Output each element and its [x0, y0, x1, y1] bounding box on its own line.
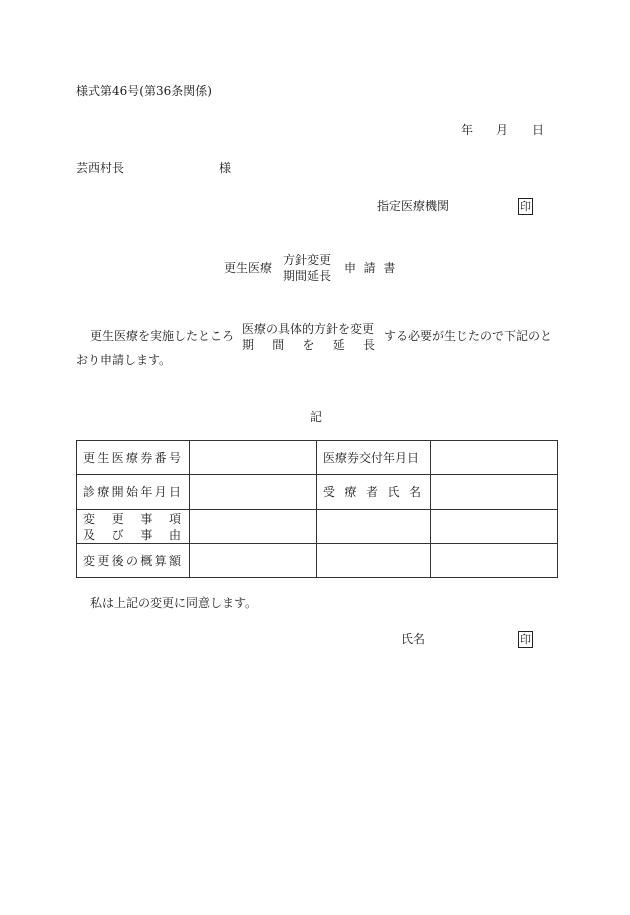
char: の	[125, 553, 138, 568]
char: 変	[83, 553, 96, 568]
title-char-sho: 書	[383, 261, 396, 275]
title-char-sei: 請	[363, 261, 376, 275]
char: 月	[154, 485, 167, 499]
title-option-period-extension: 期間延長	[283, 269, 332, 283]
char: 開	[111, 485, 124, 499]
institution-label: 指定医療機関	[377, 199, 450, 213]
body-lead: 更生医療を実施したところ	[90, 329, 235, 343]
consent-statement: 私は上記の変更に同意します。	[90, 596, 258, 610]
title-prefix: 更生医療	[224, 261, 273, 275]
char: 療	[344, 485, 357, 499]
field-estimated-amount-1[interactable]	[190, 544, 317, 578]
field-estimated-amount-2[interactable]	[317, 544, 431, 578]
char: 療	[125, 450, 138, 465]
label-patient-name	[317, 475, 431, 510]
char: 番	[154, 450, 167, 465]
char: 療	[97, 485, 110, 499]
field-change-and-reason-1[interactable]	[190, 510, 317, 544]
field-patient-name[interactable]	[431, 475, 558, 510]
char: 由	[168, 527, 181, 542]
char: 算	[154, 553, 167, 568]
label-estimated-amount	[77, 544, 190, 578]
label-ticket-number	[77, 441, 190, 475]
field-issue-date[interactable]	[431, 441, 558, 475]
field-estimated-amount-3[interactable]	[431, 544, 558, 578]
char: 医	[111, 450, 124, 465]
body-trail: する必要が生じたので下記のと	[384, 329, 553, 343]
char: 更	[83, 450, 96, 465]
date-month-label: 月	[496, 123, 509, 137]
char: 券	[140, 450, 153, 465]
char: び	[111, 527, 124, 542]
title-option-policy-change: 方針変更	[283, 253, 332, 267]
char: 及	[83, 527, 96, 542]
field-treatment-start-date[interactable]	[190, 475, 317, 510]
char: 延	[332, 338, 345, 352]
application-table	[76, 440, 558, 578]
char: 始	[125, 485, 138, 499]
ki-heading: 記	[310, 410, 323, 424]
addressee-name: 芸西村長	[76, 161, 125, 175]
title-char-shin: 申	[344, 261, 357, 275]
char: 号	[168, 450, 181, 465]
char: 項	[168, 511, 181, 526]
char: 生	[97, 450, 110, 465]
addressee-honorific: 様	[219, 161, 232, 175]
char: 事	[140, 511, 153, 526]
date-year-label: 年	[461, 123, 474, 137]
body-option-period-extension	[242, 339, 375, 351]
field-change-and-reason-2[interactable]	[317, 510, 431, 544]
char: 概	[140, 553, 153, 568]
char: 期	[242, 338, 255, 352]
char: 日	[168, 485, 181, 499]
label-change-and-reason	[77, 510, 190, 544]
char: 後	[111, 553, 124, 568]
signature-seal: 印	[520, 633, 531, 646]
label-issue-date	[317, 441, 431, 475]
char: 者	[365, 485, 378, 499]
field-ticket-number[interactable]	[190, 441, 317, 475]
char: 間	[272, 338, 285, 352]
char: 長	[362, 338, 375, 352]
char: 氏	[387, 485, 400, 499]
label-issue-date-text: 医療券交付年月日	[323, 450, 420, 465]
char: を	[302, 338, 315, 352]
institution-seal: 印	[520, 200, 531, 213]
char: 更	[97, 553, 110, 568]
date-day-label: 日	[532, 123, 545, 137]
char: 事	[140, 527, 153, 542]
signature-label: 氏名	[401, 632, 426, 646]
char: 診	[83, 485, 96, 499]
char: 年	[140, 485, 153, 499]
char: 受	[323, 485, 336, 499]
char: 更	[111, 511, 124, 526]
body-option-policy-change: 医療の具体的方針を変更	[242, 322, 375, 336]
form-number: 様式第46号(第36条関係)	[76, 84, 212, 98]
body-line2: おり申請します。	[76, 353, 172, 367]
char: 額	[168, 553, 181, 568]
char: 名	[408, 485, 421, 499]
field-change-and-reason-3[interactable]	[431, 510, 558, 544]
title-suffix	[344, 262, 395, 274]
char: 変	[83, 511, 96, 526]
label-treatment-start-date	[77, 475, 190, 510]
